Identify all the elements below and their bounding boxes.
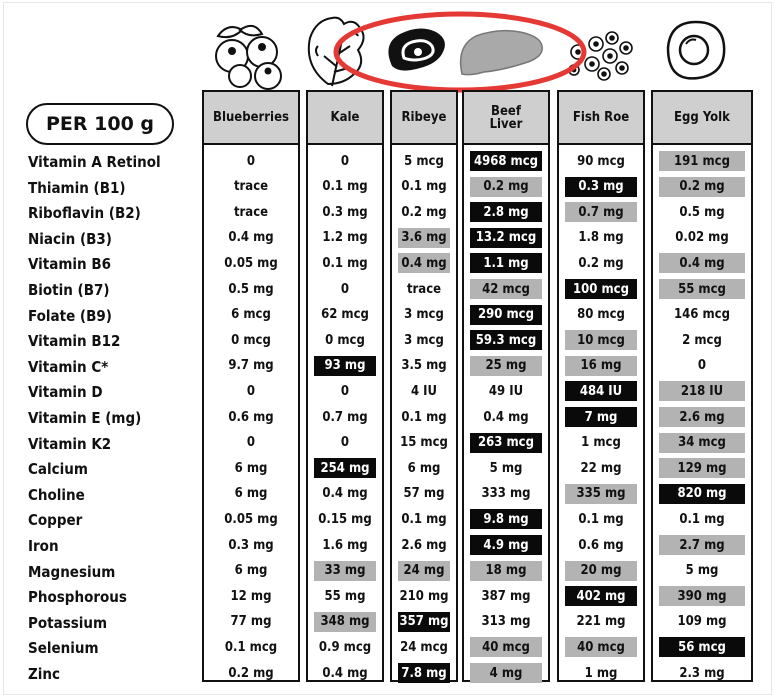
table-cell: 2.6 mg bbox=[401, 537, 447, 553]
ribeye-icon bbox=[388, 28, 444, 70]
table-cell: 90 mcg bbox=[577, 153, 625, 169]
table-cell: 5 mg bbox=[685, 563, 719, 579]
nutrient-label: Vitamin D bbox=[28, 383, 103, 402]
table-cell: 6 mg bbox=[234, 563, 268, 579]
table-cell: 9.7 mg bbox=[228, 358, 274, 374]
table-cell: 0.4 mg bbox=[228, 230, 274, 246]
table-cell: 0.1 mg bbox=[401, 511, 447, 527]
table-cell: 0.1 mcg bbox=[224, 639, 278, 655]
table-cell: 2.6 mg bbox=[659, 407, 745, 427]
table-cell: 40 mcg bbox=[470, 637, 542, 657]
table-cell: 146 mcg bbox=[674, 307, 730, 323]
table-cell: 221 mg bbox=[576, 614, 626, 630]
table-cell: 77 mg bbox=[230, 614, 272, 630]
table-cell: 1 mcg bbox=[581, 435, 621, 451]
table-cell: 387 mg bbox=[481, 588, 531, 604]
table-cell: 93 mg bbox=[314, 356, 376, 376]
table-cell: 4.9 mg bbox=[470, 535, 542, 555]
table-cell: 218 IU bbox=[659, 381, 745, 401]
table-cell: 3.6 mg bbox=[398, 228, 450, 248]
table-cell: 0.5 mg bbox=[228, 281, 274, 297]
column-header: Kale bbox=[308, 92, 382, 145]
table-cell: 0.2 mg bbox=[659, 177, 745, 197]
table-cell: 40 mcg bbox=[565, 637, 637, 657]
table-cell: 15 mcg bbox=[400, 435, 448, 451]
table-cell: 0.02 mg bbox=[675, 230, 729, 246]
column-header: Ribeye bbox=[392, 92, 456, 145]
food-column bbox=[651, 90, 753, 682]
table-cell: 20 mg bbox=[565, 561, 637, 581]
table-cell: 7.8 mg bbox=[398, 663, 450, 683]
table-cell: 1.6 mg bbox=[322, 537, 368, 553]
table-cell: 254 mg bbox=[314, 458, 376, 478]
table-cell: 0 bbox=[340, 435, 350, 451]
column-header: Beef Liver bbox=[464, 92, 548, 145]
table-cell: 290 mcg bbox=[470, 305, 542, 325]
food-column bbox=[306, 90, 384, 682]
nutrient-label: Vitamin B6 bbox=[28, 255, 112, 274]
blueberries-icon bbox=[216, 26, 281, 89]
table-cell: 402 mg bbox=[565, 586, 637, 606]
table-cell: 1.1 mg bbox=[470, 253, 542, 273]
table-cell: 390 mg bbox=[659, 586, 745, 606]
table-cell: 33 mg bbox=[314, 561, 376, 581]
table-cell: 333 mg bbox=[481, 486, 531, 502]
table-cell: 5 mg bbox=[489, 460, 523, 476]
table-cell: 1.2 mg bbox=[322, 230, 368, 246]
table-cell: 191 mcg bbox=[659, 151, 745, 171]
table-cell: 0.3 mg bbox=[565, 177, 637, 197]
column-header: Fish Roe bbox=[559, 92, 643, 145]
nutrient-label: Vitamin A Retinol bbox=[28, 153, 161, 171]
table-cell: 0.4 mg bbox=[659, 253, 745, 273]
table-cell: 0.1 mg bbox=[401, 179, 447, 195]
table-cell: 0.9 mcg bbox=[318, 639, 372, 655]
table-cell: 80 mcg bbox=[577, 307, 625, 323]
table-cell: 0.4 mg bbox=[322, 665, 368, 681]
nutrient-label: Choline bbox=[28, 485, 85, 504]
table-cell: 0.2 mg bbox=[401, 204, 447, 220]
column-header: Egg Yolk bbox=[653, 92, 751, 145]
table-cell: 25 mg bbox=[470, 356, 542, 376]
table-cell: 109 mg bbox=[677, 614, 727, 630]
nutrient-label: Vitamin E (mg) bbox=[28, 409, 142, 427]
table-cell: 18 mg bbox=[470, 561, 542, 581]
table-cell: 0.05 mg bbox=[224, 255, 278, 271]
table-cell: 0.05 mg bbox=[224, 511, 278, 527]
table-cell: 0.2 mg bbox=[470, 177, 542, 197]
table-cell: 0 mcg bbox=[231, 332, 271, 348]
nutrient-label: Calcium bbox=[28, 460, 88, 479]
table-cell: 2.3 mg bbox=[679, 665, 725, 681]
food-column bbox=[202, 90, 300, 682]
table-cell: trace bbox=[233, 204, 269, 220]
table-cell: 348 mg bbox=[314, 612, 376, 632]
column-header: Blueberries bbox=[204, 92, 298, 145]
table-cell: 16 mg bbox=[565, 356, 637, 376]
table-cell: trace bbox=[406, 281, 442, 297]
table-cell: 0.15 mg bbox=[318, 511, 372, 527]
table-cell: 484 IU bbox=[565, 381, 637, 401]
nutrient-label: Vitamin B12 bbox=[28, 332, 121, 351]
table-cell: 0 bbox=[246, 435, 256, 451]
table-cell: 7 mg bbox=[565, 407, 637, 427]
table-cell: 4 IU bbox=[410, 383, 438, 399]
table-cell: 56 mcg bbox=[659, 637, 745, 657]
table-cell: 6 mg bbox=[407, 460, 441, 476]
table-cell: 0 bbox=[246, 153, 256, 169]
table-cell: 55 mg bbox=[324, 588, 366, 604]
table-cell: 1.8 mg bbox=[578, 230, 624, 246]
table-cell: 24 mcg bbox=[400, 639, 448, 655]
table-cell: 0.4 mg bbox=[322, 486, 368, 502]
table-cell: 4 mg bbox=[470, 663, 542, 683]
table-cell: 3.5 mg bbox=[401, 358, 447, 374]
table-cell: 0 mcg bbox=[325, 332, 365, 348]
food-column bbox=[557, 90, 645, 682]
table-cell: 9.8 mg bbox=[470, 509, 542, 529]
table-cell: 12 mg bbox=[230, 588, 272, 604]
food-column bbox=[462, 90, 550, 682]
nutrient-label: Vitamin C* bbox=[28, 357, 109, 376]
nutrient-label: Folate (B9) bbox=[28, 306, 112, 325]
table-cell: 42 mcg bbox=[470, 279, 542, 299]
food-icons-strip bbox=[0, 0, 775, 95]
table-cell: 55 mcg bbox=[659, 279, 745, 299]
table-cell: 0 bbox=[246, 383, 256, 399]
table-cell: 0.4 mg bbox=[483, 409, 529, 425]
table-cell: 0.1 mg bbox=[578, 511, 624, 527]
table-cell: 6 mg bbox=[234, 486, 268, 502]
table-cell: 0 bbox=[340, 153, 350, 169]
highlight-ellipse bbox=[336, 14, 584, 90]
table-cell: 3 mcg bbox=[404, 307, 444, 323]
table-cell: 0.5 mg bbox=[679, 204, 725, 220]
table-cell: 1 mg bbox=[584, 665, 618, 681]
table-cell: 13.2 mcg bbox=[470, 228, 542, 248]
per-100g-badge: PER 100 g bbox=[26, 103, 174, 145]
nutrient-label: Selenium bbox=[28, 639, 99, 658]
table-cell: 129 mg bbox=[659, 458, 745, 478]
nutrient-label: Biotin (B7) bbox=[28, 281, 110, 299]
nutrient-label: Zinc bbox=[28, 665, 61, 683]
table-cell: 0 bbox=[340, 281, 350, 297]
table-cell: 0.1 mg bbox=[322, 255, 368, 271]
nutrient-label: Iron bbox=[28, 537, 59, 555]
table-cell: 5 mcg bbox=[404, 153, 444, 169]
table-cell: 59.3 mcg bbox=[470, 330, 542, 350]
table-cell: 0.7 mg bbox=[322, 409, 368, 425]
food-column bbox=[390, 90, 458, 682]
table-cell: 0.7 mg bbox=[565, 202, 637, 222]
table-cell: 22 mg bbox=[580, 460, 622, 476]
nutrient-label: Thiamin (B1) bbox=[28, 178, 126, 197]
nutrient-label: Magnesium bbox=[28, 562, 116, 581]
egg-yolk-icon bbox=[668, 22, 724, 78]
table-cell: 0.1 mg bbox=[679, 511, 725, 527]
table-cell: 0.1 mg bbox=[401, 409, 447, 425]
table-cell: 2.8 mg bbox=[470, 202, 542, 222]
table-cell: 3 mcg bbox=[404, 332, 444, 348]
table-cell: 0 bbox=[697, 358, 707, 374]
table-cell: 820 mg bbox=[659, 484, 745, 504]
nutrient-label: Phosphorous bbox=[28, 588, 127, 607]
table-cell: 100 mcg bbox=[565, 279, 637, 299]
table-cell: 0 bbox=[340, 383, 350, 399]
table-cell: 0.2 mg bbox=[228, 665, 274, 681]
table-cell: 0.3 mg bbox=[322, 204, 368, 220]
table-cell: 62 mcg bbox=[321, 307, 369, 323]
table-cell: 4968 mcg bbox=[470, 151, 542, 171]
table-cell: 335 mg bbox=[565, 484, 637, 504]
table-cell: 2 mcg bbox=[682, 332, 722, 348]
table-cell: 49 IU bbox=[488, 383, 524, 399]
table-cell: 0.4 mg bbox=[398, 253, 450, 273]
table-cell: 10 mcg bbox=[565, 330, 637, 350]
table-cell: 0.6 mg bbox=[228, 409, 274, 425]
table-cell: 313 mg bbox=[481, 614, 531, 630]
table-cell: 34 mcg bbox=[659, 433, 745, 453]
table-cell: 6 mg bbox=[234, 460, 268, 476]
table-cell: trace bbox=[233, 179, 269, 195]
table-cell: 0.1 mg bbox=[322, 179, 368, 195]
table-cell: 0.6 mg bbox=[578, 537, 624, 553]
table-cell: 0.2 mg bbox=[578, 255, 624, 271]
nutrient-label: Potassium bbox=[28, 613, 108, 632]
table-cell: 57 mg bbox=[403, 486, 445, 502]
table-cell: 210 mg bbox=[399, 588, 449, 604]
nutrient-label: Vitamin K2 bbox=[28, 434, 112, 453]
table-cell: 263 mcg bbox=[470, 433, 542, 453]
table-cell: 24 mg bbox=[398, 561, 450, 581]
table-cell: 6 mcg bbox=[231, 307, 271, 323]
table-cell: 0.3 mg bbox=[228, 537, 274, 553]
table-cell: 2.7 mg bbox=[659, 535, 745, 555]
beef-liver-icon bbox=[461, 31, 543, 75]
nutrient-label: Niacin (B3) bbox=[28, 229, 112, 248]
nutrient-label: Copper bbox=[28, 511, 83, 530]
table-cell: 357 mg bbox=[398, 612, 450, 632]
nutrient-label: Riboflavin (B2) bbox=[28, 204, 141, 223]
